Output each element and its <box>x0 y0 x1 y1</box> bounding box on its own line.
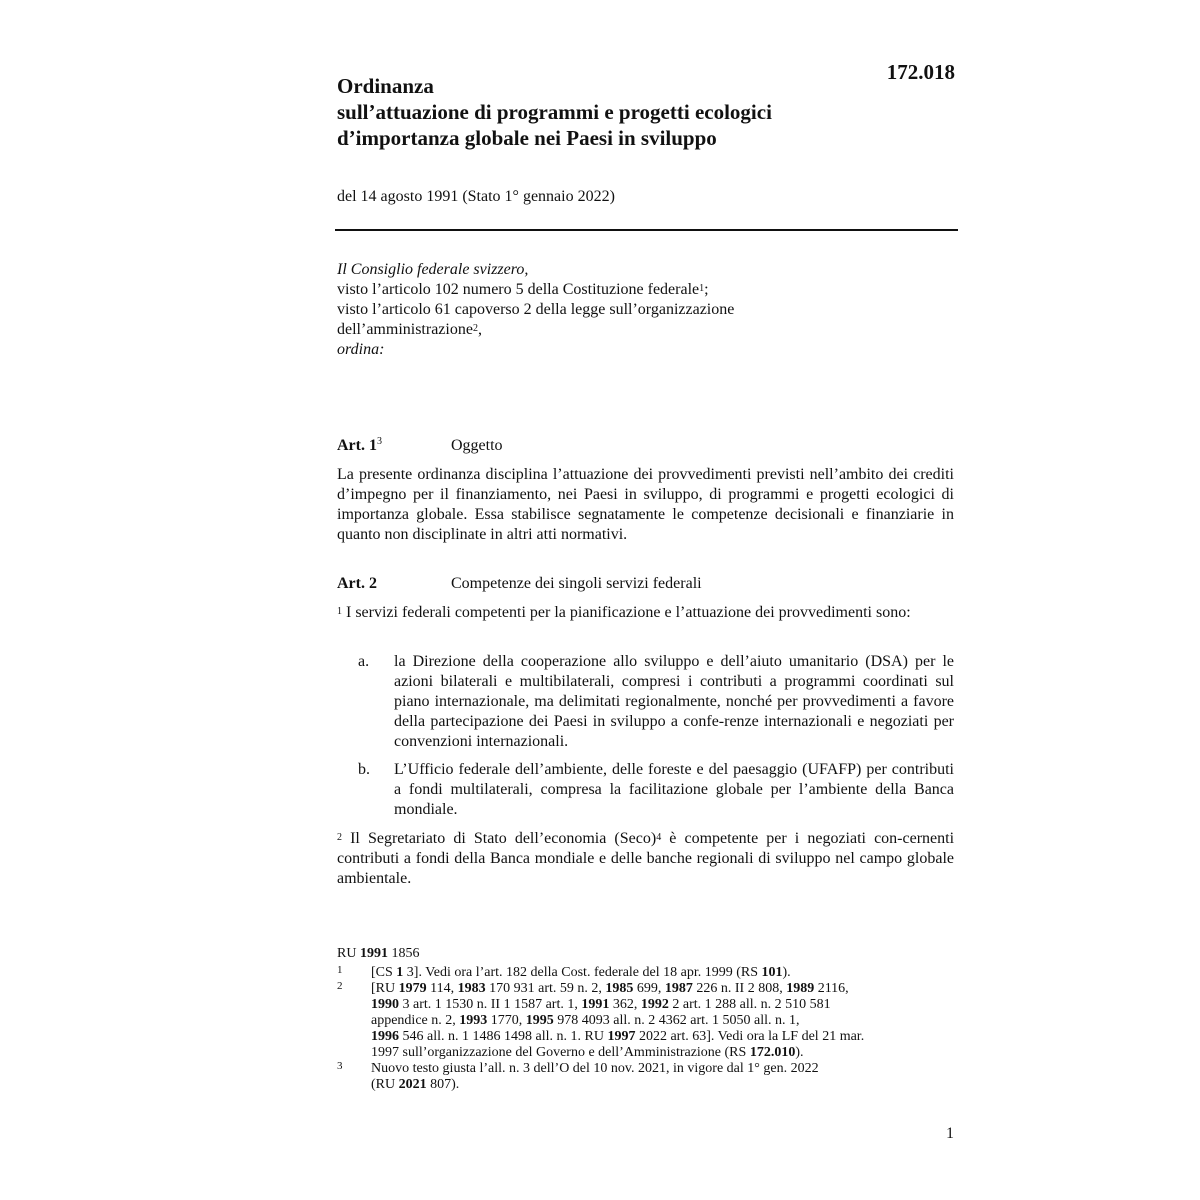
article-2-paragraph-1: $^1$ I servizi federali competenti per la pianificazione e l’attuazione dei provvedimenti sono: <box>337 604 911 621</box>
preamble-line: visto l’articolo 102 numero 5 della Costituzione federale$^1$; <box>337 281 709 298</box>
article-title: Oggetto <box>451 437 503 454</box>
document-date: del 14 agosto 1991 (Stato 1° gennaio 2022) <box>337 188 615 205</box>
article-label: Art. 2 <box>337 575 377 592</box>
list-item-text: la Direzione della cooperazione allo sviluppo e dell’aiuto umanitario (DSA) per le azioni bilaterali e multibilaterali, compresi i contributi a programmi coordinati sul piano internazionale, ma delimitati regionalmente, nonché per provvedimenti a favore della partecipazione dei Paesi in sviluppo a confe-renze internazionali e negoziati per convenzioni internazionali. <box>394 653 954 750</box>
list-item-text: L’Ufficio federale dell’ambiente, delle foreste e del paesaggio (UFAFP) per contributi a fondi multilaterali, compresa la facilitazione globale per l’ambiente della Banca mondiale. <box>394 761 954 818</box>
footnote-ref[interactable]: 1 <box>699 283 705 294</box>
document-number: 172.018 <box>886 60 955 84</box>
article-2-paragraph-2: $^2$ Il Segretariato di Stato dell’economia (Seco)$^4$ è competente per i negoziati con-cernenti contributi a fondi della Banca mondiale e delle banche regionali di sviluppo nel campo globale ambientale. <box>337 830 955 887</box>
document-title <box>337 73 877 151</box>
footnote-3: 3 Nuovo testo giusta l’all. n. 3 dell’O del 10 nov. 2021, in vigore dal 1° gen. 2022 (RU 2021 807). <box>337 1060 819 1092</box>
preamble-line: visto l’articolo 61 capoverso 2 della legge sull’organizzazione <box>337 301 735 318</box>
list-letter: a. <box>358 653 370 670</box>
preamble <box>337 260 937 360</box>
list-letter: b. <box>358 761 370 778</box>
title-line: d’importanza globale nei Paesi in sviluppo <box>337 126 717 150</box>
article-1-text: La presente ordinanza disciplina l’attuazione dei provvedimenti previsti nell’ambito dei crediti d’impegno per il finanziamento, nei Paesi in sviluppo, di programmi e progetti ecologici di importanza globale. Essa stabilisce segnatamente le competenze decisionali e finanziarie in quanto non disciplinate in altri atti normativi. <box>337 466 954 543</box>
footnote-1: 1 [CS 1 3]. Vedi ora l’art. 182 della Cost. federale del 18 apr. 1999 (RS 101). <box>337 964 791 980</box>
list-item <box>358 760 954 820</box>
footnotes <box>337 946 957 1093</box>
article-label: Art. $1^3$ <box>337 436 382 454</box>
title-line: Ordinanza <box>337 74 434 98</box>
footnote-2: 2 [RU 1979 114, 1983 170 931 art. 59 n. 2, 1985 699, 1987 226 n. II 2 808, 1989 2116, 1990 3 art. 1 1530 n. II 1 1587 art. 1, 1991 362, 1992 2 art. 1 288 all. n. 2 510 581 appendice n. 2, 1993 1770, 1995 978 4093 all. n. 2 4362 art. 1 5050 all. n. 1, 1996 546 all. n. 1 1486 1498 all. n. 1. RU 1997 2022 art. 63]. Vedi ora la LF del 21 mar. 1997 sull’organizzazione del Governo e dell’Amministrazione (RS 172.010). <box>337 980 865 1060</box>
header-divider <box>335 229 958 231</box>
footnote-ref[interactable]: 2 <box>472 323 478 334</box>
list-item <box>358 652 954 752</box>
page-number: 1 <box>946 1125 954 1142</box>
article-1-heading <box>337 437 503 455</box>
footnote-number: 1 <box>337 964 343 976</box>
preamble-ordina: ordina: <box>337 341 385 358</box>
footnote-ref[interactable]: 4 <box>656 832 662 843</box>
footnote-number: 3 <box>337 1060 343 1072</box>
footnote-ref[interactable]: 3 <box>376 436 382 447</box>
article-title: Competenze dei singoli servizi federali <box>451 575 702 592</box>
ru-reference: RU 1991 1856 <box>337 946 420 961</box>
title-line: sull’attuazione di programmi e progetti ecologici <box>337 100 772 124</box>
article-2-heading <box>337 575 702 593</box>
preamble-line: dell’amministrazione$^2$, <box>337 321 482 338</box>
footnote-number: 2 <box>337 980 343 992</box>
preamble-authority: Il Consiglio federale svizzero, <box>337 261 529 278</box>
